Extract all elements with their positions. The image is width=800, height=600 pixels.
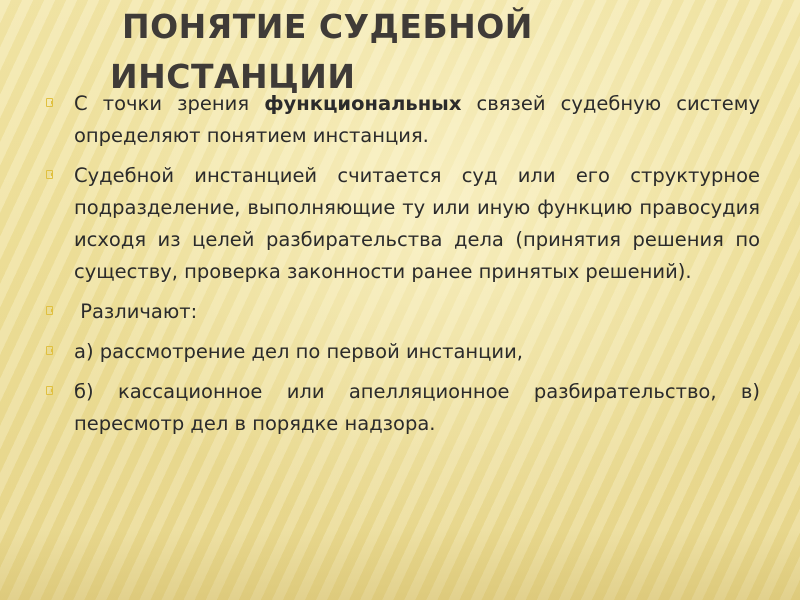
slide-title-line-1: ПОНЯТИЕ СУДЕБНОЙ (122, 7, 533, 46)
bullet-item-2 (46, 160, 760, 288)
bullet-item-2-text: Судебной инстанцией считается суд или его структурное подразделение, выполняющие ту или иную функцию правосудия исходя из целей разбирательства дела (принятия решения по существу, проверка законности ранее принятых решений). (74, 164, 760, 283)
bullet-marker-icon (46, 346, 53, 355)
bullet-marker-icon (46, 98, 53, 107)
slide-content (46, 88, 760, 448)
bullet-item-1-text-end: связей судебную систему определяют понятием инстанция. (74, 92, 760, 147)
bullet-marker-icon (46, 386, 53, 395)
bullet-item-4-text: а) рассмотрение дел по первой инстанции, (74, 340, 523, 363)
bullet-item-3-text: Различают: (74, 300, 198, 323)
bullet-marker-icon (46, 306, 53, 315)
bullet-item-1-text-start: С точки зрения (74, 92, 265, 115)
bullet-item-3 (46, 296, 760, 328)
bullet-item-4 (46, 336, 760, 368)
bullet-item-1-bold-term: функциональных (264, 92, 462, 115)
slide-title-line-2: ИНСТАНЦИИ (110, 57, 356, 96)
slide-title (110, 2, 710, 102)
bullet-item-1 (46, 88, 760, 152)
bullet-item-5 (46, 376, 760, 440)
background-shade (0, 530, 800, 600)
bullet-item-5-text: б) кассационное или апелляционное разбирательство, в) пересмотр дел в порядке надзора. (74, 380, 760, 435)
bullet-marker-icon (46, 170, 53, 179)
